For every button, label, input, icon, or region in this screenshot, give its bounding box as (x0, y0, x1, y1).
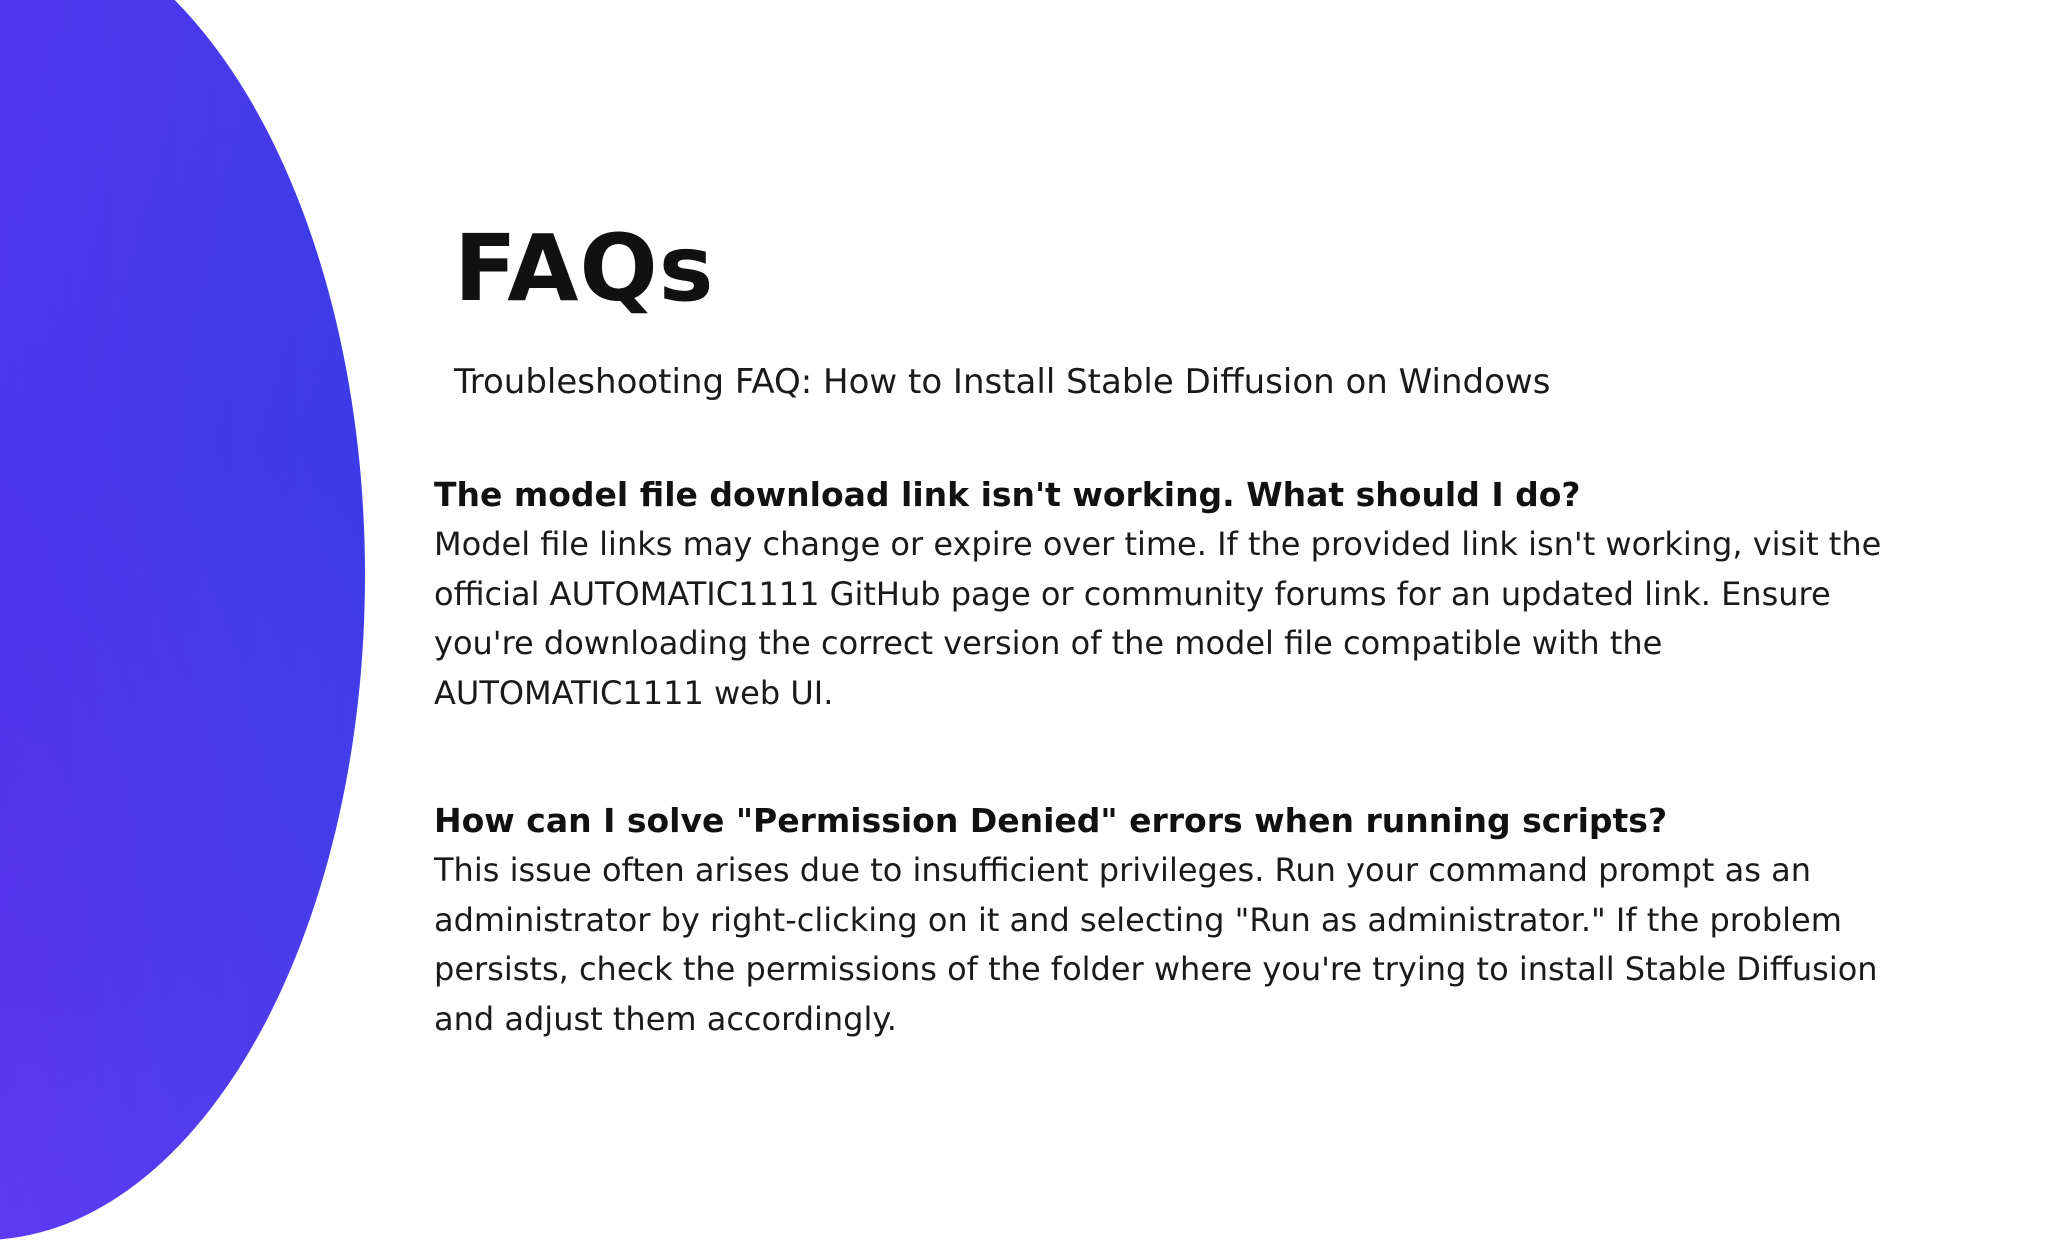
faq-answer: Model file links may change or expire over time. If the provided link isn't working, visit the official AUTOMATIC1111 GitHub page or community forums for an updated link. Ensure you're downloading the correct version of the model file compatible with the AUTOMATIC1111 web UI. (434, 525, 1882, 712)
faq-item (434, 796, 1954, 1044)
page-title: FAQs (454, 215, 715, 322)
faq-question: How can I solve "Permission Denied" errors when running scripts? (434, 801, 1668, 840)
faq-item (434, 470, 1954, 718)
faq-question: The model file download link isn't working. What should I do? (434, 475, 1581, 514)
faq-list (434, 470, 1954, 1122)
faq-answer: This issue often arises due to insufficient privileges. Run your command prompt as an administrator by right-clicking on it and selecting "Run as administrator." If the problem persists, check the permissions of the folder where you're trying to install Stable Diffusion and adjust them accordingly. (434, 851, 1878, 1038)
decorative-gradient-blob (0, 0, 365, 1240)
page-subtitle: Troubleshooting FAQ: How to Install Stable Diffusion on Windows (454, 362, 1551, 402)
